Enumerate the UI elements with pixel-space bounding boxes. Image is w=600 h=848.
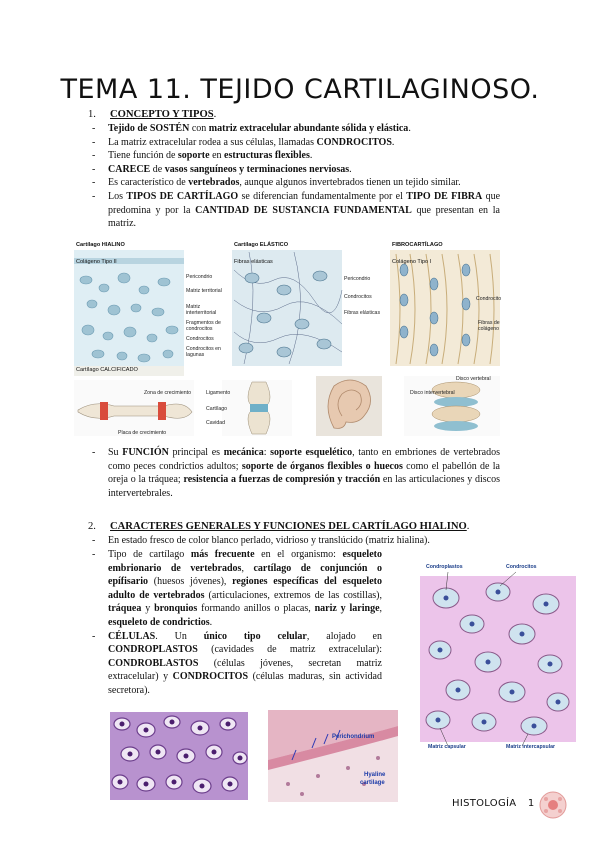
- figure-label: Disco intervertebral: [410, 390, 455, 396]
- chondroplast-label: Condroplastos: [426, 564, 463, 570]
- section-1-list: [92, 122, 500, 231]
- fibro-title: FIBROCARTÍLAGO: [392, 242, 443, 248]
- micrograph-image: [110, 712, 248, 800]
- section-2-heading: 2. CARACTERES GENERALES Y FUNCIONES DEL CARTÍLAGO HIALINO.: [88, 521, 470, 532]
- figure-label: Matriz interterritorial: [186, 304, 217, 316]
- section-2-list-b: [92, 548, 382, 698]
- figure-label: Condrocitos: [186, 336, 214, 342]
- perichondrium-micrograph: [268, 710, 398, 802]
- list-item: - Tipo de cartílago más frecuente en el organismo: esqueleto embrionario de vertebrados, cartílago de conjunción o epífisario (huesos jóvenes), regiones específicas del esqueleto adulto de vertebrados (articulaciones, extremos de las costillas), tráquea y bronquios formando anillos o placas, nariz y laringe, esqueleto de condrictios.: [92, 548, 382, 630]
- chondrocyte-label: Condrocitos: [506, 564, 537, 570]
- function-list: [92, 446, 500, 500]
- micrograph-image: [268, 710, 398, 802]
- hyaline-label: Hyaline: [364, 772, 386, 778]
- figure-label: Matriz territorial: [186, 288, 222, 294]
- figure-label: Cartílago: [206, 406, 228, 412]
- cartilage-types-figure: [74, 240, 504, 440]
- figure-label: Disco vertebral: [456, 376, 491, 382]
- figure-label: Placa de crecimiento: [118, 430, 167, 436]
- calcified-label: Cartílago CALCIFICADO: [76, 367, 138, 373]
- list-item: - Es característico de vertebrados, aunque algunos invertebrados tienen un tejido similar.: [92, 176, 500, 190]
- figure-label: Condrocitos en lagunas: [186, 346, 221, 358]
- figure-label: Fragmentos de condrocitos: [186, 320, 221, 332]
- list-item: - CARECE de vasos sanguíneos y terminaciones nerviosas.: [92, 163, 500, 177]
- elastic-subtitle: Fibras elásticas: [234, 259, 273, 265]
- chondrocyte-diagram: [418, 562, 578, 752]
- list-item: - Su FUNCIÓN principal es mecánica: soporte esquelético, tanto en embriones de vertebrados como peces condrictios adultos; soporte de órganos flexibles o huecos como el pabellón de la oreja o la tráquea; resistencia a fuerzas de compresión y tracción en las articulaciones y discos intervertebrales.: [92, 446, 500, 500]
- list-item: - Tiene función de soporte en estructuras flexibles.: [92, 149, 500, 163]
- fibro-subtitle: Colágeno Tipo I: [392, 259, 432, 265]
- figure-label: Fibras elásticas: [344, 310, 381, 316]
- hyaline-micrograph: [110, 712, 248, 800]
- elastic-title: Cartílago ELÁSTICO: [234, 242, 289, 248]
- page-number: 1: [527, 798, 535, 809]
- section-2-list-a: [92, 534, 500, 548]
- figure-label: Pericondrio: [186, 274, 213, 280]
- cartilage-types-illustration: [74, 240, 504, 440]
- page-title: TEMA 11. TEJIDO CARTILAGINOSO.: [60, 74, 540, 105]
- page-footer: [452, 798, 535, 809]
- figure-label: Fibras de colágeno: [478, 320, 500, 332]
- cell-logo-icon: [538, 790, 568, 820]
- list-item: - La matriz extracelular rodea a sus células, llamadas CONDROCITOS.: [92, 136, 500, 150]
- figure-label: Pericondrio: [344, 276, 371, 282]
- figure-label: Condrocitos: [344, 294, 372, 300]
- figure-label: Condrocito: [476, 296, 502, 302]
- figure-label: Cavidad: [206, 420, 226, 426]
- figure-label: Zona de crecimiento: [144, 390, 191, 396]
- perichondrium-label: Perichondrium: [332, 734, 375, 740]
- chondrocyte-illustration: [418, 562, 578, 752]
- list-item: - En estado fresco de color blanco perlado, vidrioso y translúcido (matriz hialina).: [92, 534, 500, 548]
- intercapsular-matrix-label: Matriz intercapsular: [506, 744, 556, 750]
- hyaline-subtitle: Colágeno Tipo II: [76, 259, 117, 265]
- list-item: - Tejido de SOSTÉN con matriz extracelular abundante sólida y elástica.: [92, 122, 500, 136]
- list-item: - Los TIPOS DE CARTÍLAGO se diferencian fundamentalmente por el TIPO DE FIBRA que predomina y por la CANTIDAD DE SUSTANCIA FUNDAMENTAL que presentan en la matriz.: [92, 190, 500, 231]
- section-1-heading: 1. CONCEPTO Y TIPOS.: [88, 109, 217, 120]
- capsular-matrix-label: Matriz capsular: [428, 744, 466, 750]
- figure-label: Ligamento: [206, 390, 231, 396]
- list-item: - CÉLULAS. Un único tipo celular, alojado en CONDROPLASTOS (cavidades de matriz extracelular): CONDROBLASTOS (células jóvenes, secretan matriz extracelular) y CONDROCITOS (células maduras, sin actividad secretora).: [92, 630, 382, 698]
- cartilage-label: cartilage: [360, 780, 385, 786]
- subject-label: HISTOLOGÍA: [452, 798, 517, 809]
- hyaline-title: Cartílago HIALINO: [76, 242, 125, 248]
